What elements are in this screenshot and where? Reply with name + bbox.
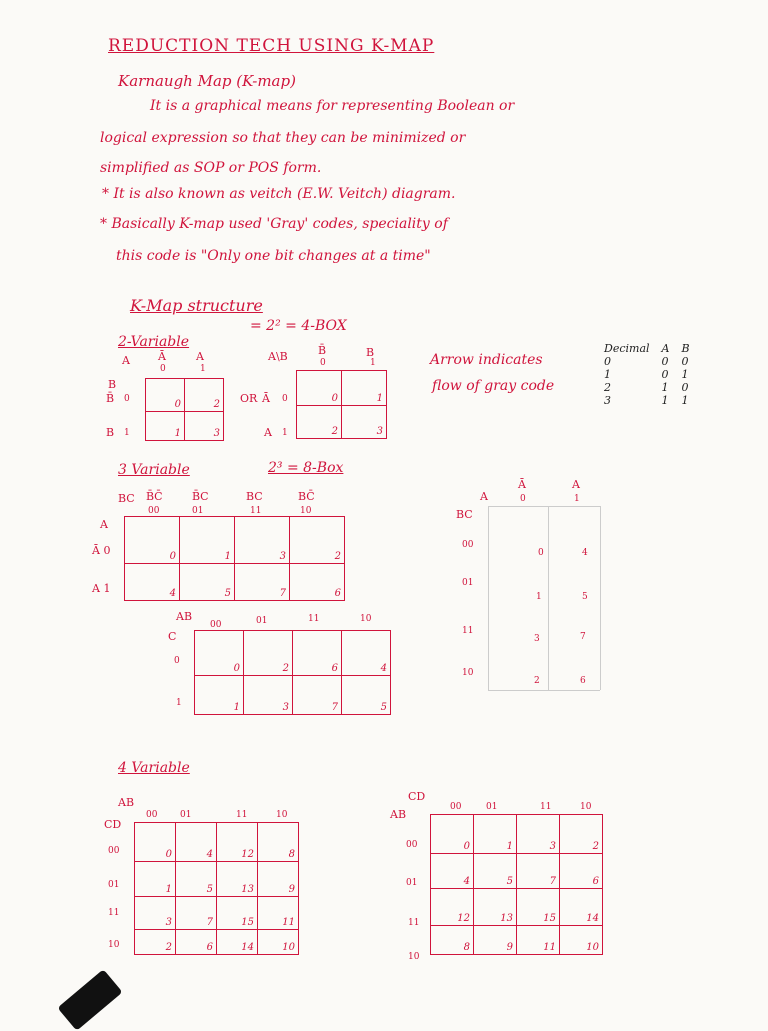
kmap-cell: 5 [474,854,517,889]
kmap-cell: 0 [297,371,342,406]
kmap-cell: 5 [342,676,391,715]
kmap-cell: 7 [235,564,290,601]
kmap-cell: 9 [258,862,299,897]
map3c-grid-line [600,506,601,690]
kmap-cell: 11 [258,897,299,930]
map3c-cell: 6 [580,676,586,686]
map2a-row-label-1: B̄ [106,392,115,405]
kmap-cell: 6 [293,631,342,676]
map2a-col-label-1: Ā [158,350,166,363]
kmap-cell: 2 [244,631,293,676]
intro-line-2: logical expression so that they can be minimized or [100,130,466,146]
kmap-cell: 14 [560,889,603,926]
map3c-cell: 3 [534,634,540,644]
table-header: B [681,342,690,355]
map3c-grid-line [548,506,549,690]
kmap-cell: 6 [176,930,217,955]
kmap-cell: 11 [517,926,560,955]
kmap-cell: 1 [195,676,244,715]
map3a-row-corner: A [100,518,108,531]
map3c-cell: 4 [582,548,588,558]
map3b-col-bit-3: 10 [360,614,372,624]
map3a-col-label-0: BC [118,492,135,505]
map3a-row-label-0: Ā 0 [92,544,111,557]
map3a-col-bit-0: 00 [148,506,160,516]
three-variable-heading: 3 Variable [118,462,190,478]
kmap-cell: 0 [431,815,474,854]
kmap-cell: 10 [560,926,603,955]
map3c-col-bit-1: 1 [574,494,580,504]
kmap-cell: 8 [258,823,299,862]
table-cell: 0 [661,368,669,381]
map4a-col-bit-3: 10 [276,810,288,820]
map4b-col-bit-2: 11 [540,802,552,812]
table-cell: 2 [604,381,611,394]
intro-line-1: It is a graphical means for representing Boolean or [150,98,515,114]
kmap-cell: 2 [290,517,345,564]
kmap-cell: 1 [342,371,387,406]
map3c-row-bit-2: 11 [462,626,474,636]
map2b-col-bit-0: 0 [320,358,326,368]
map2a-col-bit-0: 0 [160,364,166,374]
map2b-col-label-1: B [366,346,375,359]
map3b-col-bit-0: 00 [210,620,222,630]
map3c-cell: 5 [582,592,588,602]
kmap-cell: 13 [217,862,258,897]
table-cell: 0 [681,381,689,394]
map4a-row-bit-2: 11 [108,908,120,918]
kmap-cell: 0 [195,631,244,676]
or-label: OR [240,392,258,405]
intro-line-6: this code is "Only one bit changes at a time" [116,248,431,264]
map3a-row-label-1: A 1 [92,582,111,595]
kmap-cell: 8 [431,926,474,955]
map3c-cell: 0 [538,548,544,558]
map2b-row-bit-0: 0 [282,394,288,404]
kmap-cell: 4 [176,823,217,862]
kmap-2var-a [145,378,224,441]
map4a-col-bit-0: 00 [146,810,158,820]
intro-line-3: simplified as SOP or POS form. [100,160,322,176]
kmap-cell: 14 [217,930,258,955]
map3c-corner-left: BC [456,508,473,521]
map2b-corner: A\B [268,350,288,363]
four-variable-heading: 4 Variable [118,760,190,776]
map4a-corner-top: AB [118,796,135,809]
map4b-row-bit-3: 10 [408,952,420,962]
table-cell: 3 [604,394,611,407]
arrow-note-line-1: Arrow indicates [430,352,543,368]
kmap-cell: 7 [293,676,342,715]
map2b-col-label-0: B̄ [318,344,327,357]
map4b-col-bit-0: 00 [450,802,462,812]
kmap-4var-b [430,814,603,955]
table-cell: 1 [604,368,611,381]
kmap-cell: 15 [517,889,560,926]
kmap-cell: 12 [217,823,258,862]
arrow-note-line-2: flow of gray code [432,378,555,394]
pen-blot [57,969,122,1031]
map2a-row-bit-1: 1 [124,428,130,438]
table-cell: 1 [661,394,669,407]
map3c-col-bit-0: 0 [520,494,526,504]
map2a-col-bit-1: 1 [200,364,206,374]
map4b-row-bit-2: 11 [408,918,420,928]
map4b-col-bit-3: 10 [580,802,592,812]
table-cell: 1 [681,394,689,407]
map2a-col-label-2: A [196,350,204,363]
decimal-gray-table [598,342,696,407]
kmap-cell: 1 [180,517,235,564]
kmap-cell: 0 [125,517,180,564]
map4a-row-bit-3: 10 [108,940,120,950]
kmap-cell: 12 [431,889,474,926]
structure-formula: = 2² = 4-BOX [250,318,347,334]
map3b-row-bit-1: 1 [176,698,182,708]
map2b-row-label-1: A [264,426,272,439]
kmap-cell: 1 [474,815,517,854]
map4a-col-bit-2: 11 [236,810,248,820]
kmap-cell: 6 [290,564,345,601]
kmap-cell: 7 [176,897,217,930]
table-cell: 1 [681,368,689,381]
map3a-col-label-3: BC [246,490,263,503]
map3c-corner-top: A [480,490,488,503]
map3a-col-label-1: B̄C̄ [146,490,163,503]
kmap-cell: 9 [474,926,517,955]
kmap-cell: 2 [560,815,603,854]
kmap-cell: 6 [560,854,603,889]
map2a-row-label-0: B [108,378,117,391]
map2a-row-label-2: B [106,426,115,439]
table-cell: 0 [604,355,611,368]
kmap-cell: 13 [474,889,517,926]
map3c-row-bit-0: 00 [462,540,474,550]
kmap-cell: 10 [258,930,299,955]
map4b-corner-top: CD [408,790,426,803]
kmap-cell: 2 [185,379,224,412]
kmap-cell: 2 [297,406,342,439]
kmap-cell: 1 [135,862,176,897]
kmap-cell: 7 [517,854,560,889]
map3a-col-label-2: B̄C [192,490,209,503]
table-cell: 1 [661,381,669,394]
map3b-corner-top: AB [176,610,193,623]
kmap-cell: 4 [431,854,474,889]
map4b-corner-left: AB [390,808,407,821]
kmap-cell: 4 [125,564,180,601]
map2b-row-bit-1: 1 [282,428,288,438]
map3b-col-bit-1: 01 [256,616,268,626]
map3c-col-label-0: Ā [518,478,526,491]
two-variable-heading: 2-Variable [118,334,190,350]
map2b-col-bit-1: 1 [370,358,376,368]
kmap-cell: 0 [135,823,176,862]
map3b-row-bit-0: 0 [174,656,180,666]
map3c-grid-line [488,506,489,690]
map4a-row-bit-0: 00 [108,846,120,856]
kmap-cell: 3 [185,412,224,441]
table-cell: 0 [681,355,689,368]
kmap-3var-a [124,516,345,601]
map4b-col-bit-1: 01 [486,802,498,812]
map3c-row-bit-3: 10 [462,668,474,678]
intro-line-4: * It is also known as veitch (E.W. Veitch) diagram. [102,186,456,202]
map3c-cell: 7 [580,632,586,642]
kmap-cell: 15 [217,897,258,930]
table-header: Decimal [604,342,650,355]
map3a-col-bit-1: 01 [192,506,204,516]
map3c-cell: 2 [534,676,540,686]
kmap-cell: 4 [342,631,391,676]
kmap-cell: 3 [135,897,176,930]
kmap-cell: 3 [342,406,387,439]
map3c-grid-line [488,690,600,691]
kmap-cell: 5 [180,564,235,601]
structure-heading: K-Map structure [130,296,263,315]
kmap-cell: 0 [146,379,185,412]
three-variable-formula: 2³ = 8-Box [268,460,344,476]
map3a-col-bit-2: 11 [250,506,262,516]
map3c-col-label-1: A [572,478,580,491]
map4b-row-bit-1: 01 [406,878,418,888]
map3c-grid-line [488,506,600,507]
map3b-corner-left: C [168,630,177,643]
page-title: REDUCTION TECH USING K-MAP [108,36,435,56]
kmap-4var-a [134,822,299,955]
kmap-cell: 2 [135,930,176,955]
kmap-cell: 1 [146,412,185,441]
map4b-row-bit-0: 00 [406,840,418,850]
map4a-row-bit-1: 01 [108,880,120,890]
map3a-col-bit-3: 10 [300,506,312,516]
map2a-col-label-0: A [122,354,130,367]
kmap-cell: 3 [235,517,290,564]
map3c-row-bit-1: 01 [462,578,474,588]
kmap-3var-b [194,630,391,715]
map3a-col-label-4: BC̄ [298,490,315,503]
kmap-cell: 5 [176,862,217,897]
kmap-2var-b [296,370,387,439]
kmap-cell: 3 [244,676,293,715]
intro-heading: Karnaugh Map (K-map) [118,72,296,90]
map3b-col-bit-2: 11 [308,614,320,624]
table-header: A [661,342,670,355]
intro-line-5: * Basically K-map used 'Gray' codes, speciality of [100,216,448,232]
table-cell: 0 [661,355,669,368]
map3c-cell: 1 [536,592,542,602]
map4a-corner-left: CD [104,818,122,831]
map2b-row-label-0: Ā [262,392,270,405]
map4a-col-bit-1: 01 [180,810,192,820]
kmap-cell: 3 [517,815,560,854]
map2a-row-bit-0: 0 [124,394,130,404]
